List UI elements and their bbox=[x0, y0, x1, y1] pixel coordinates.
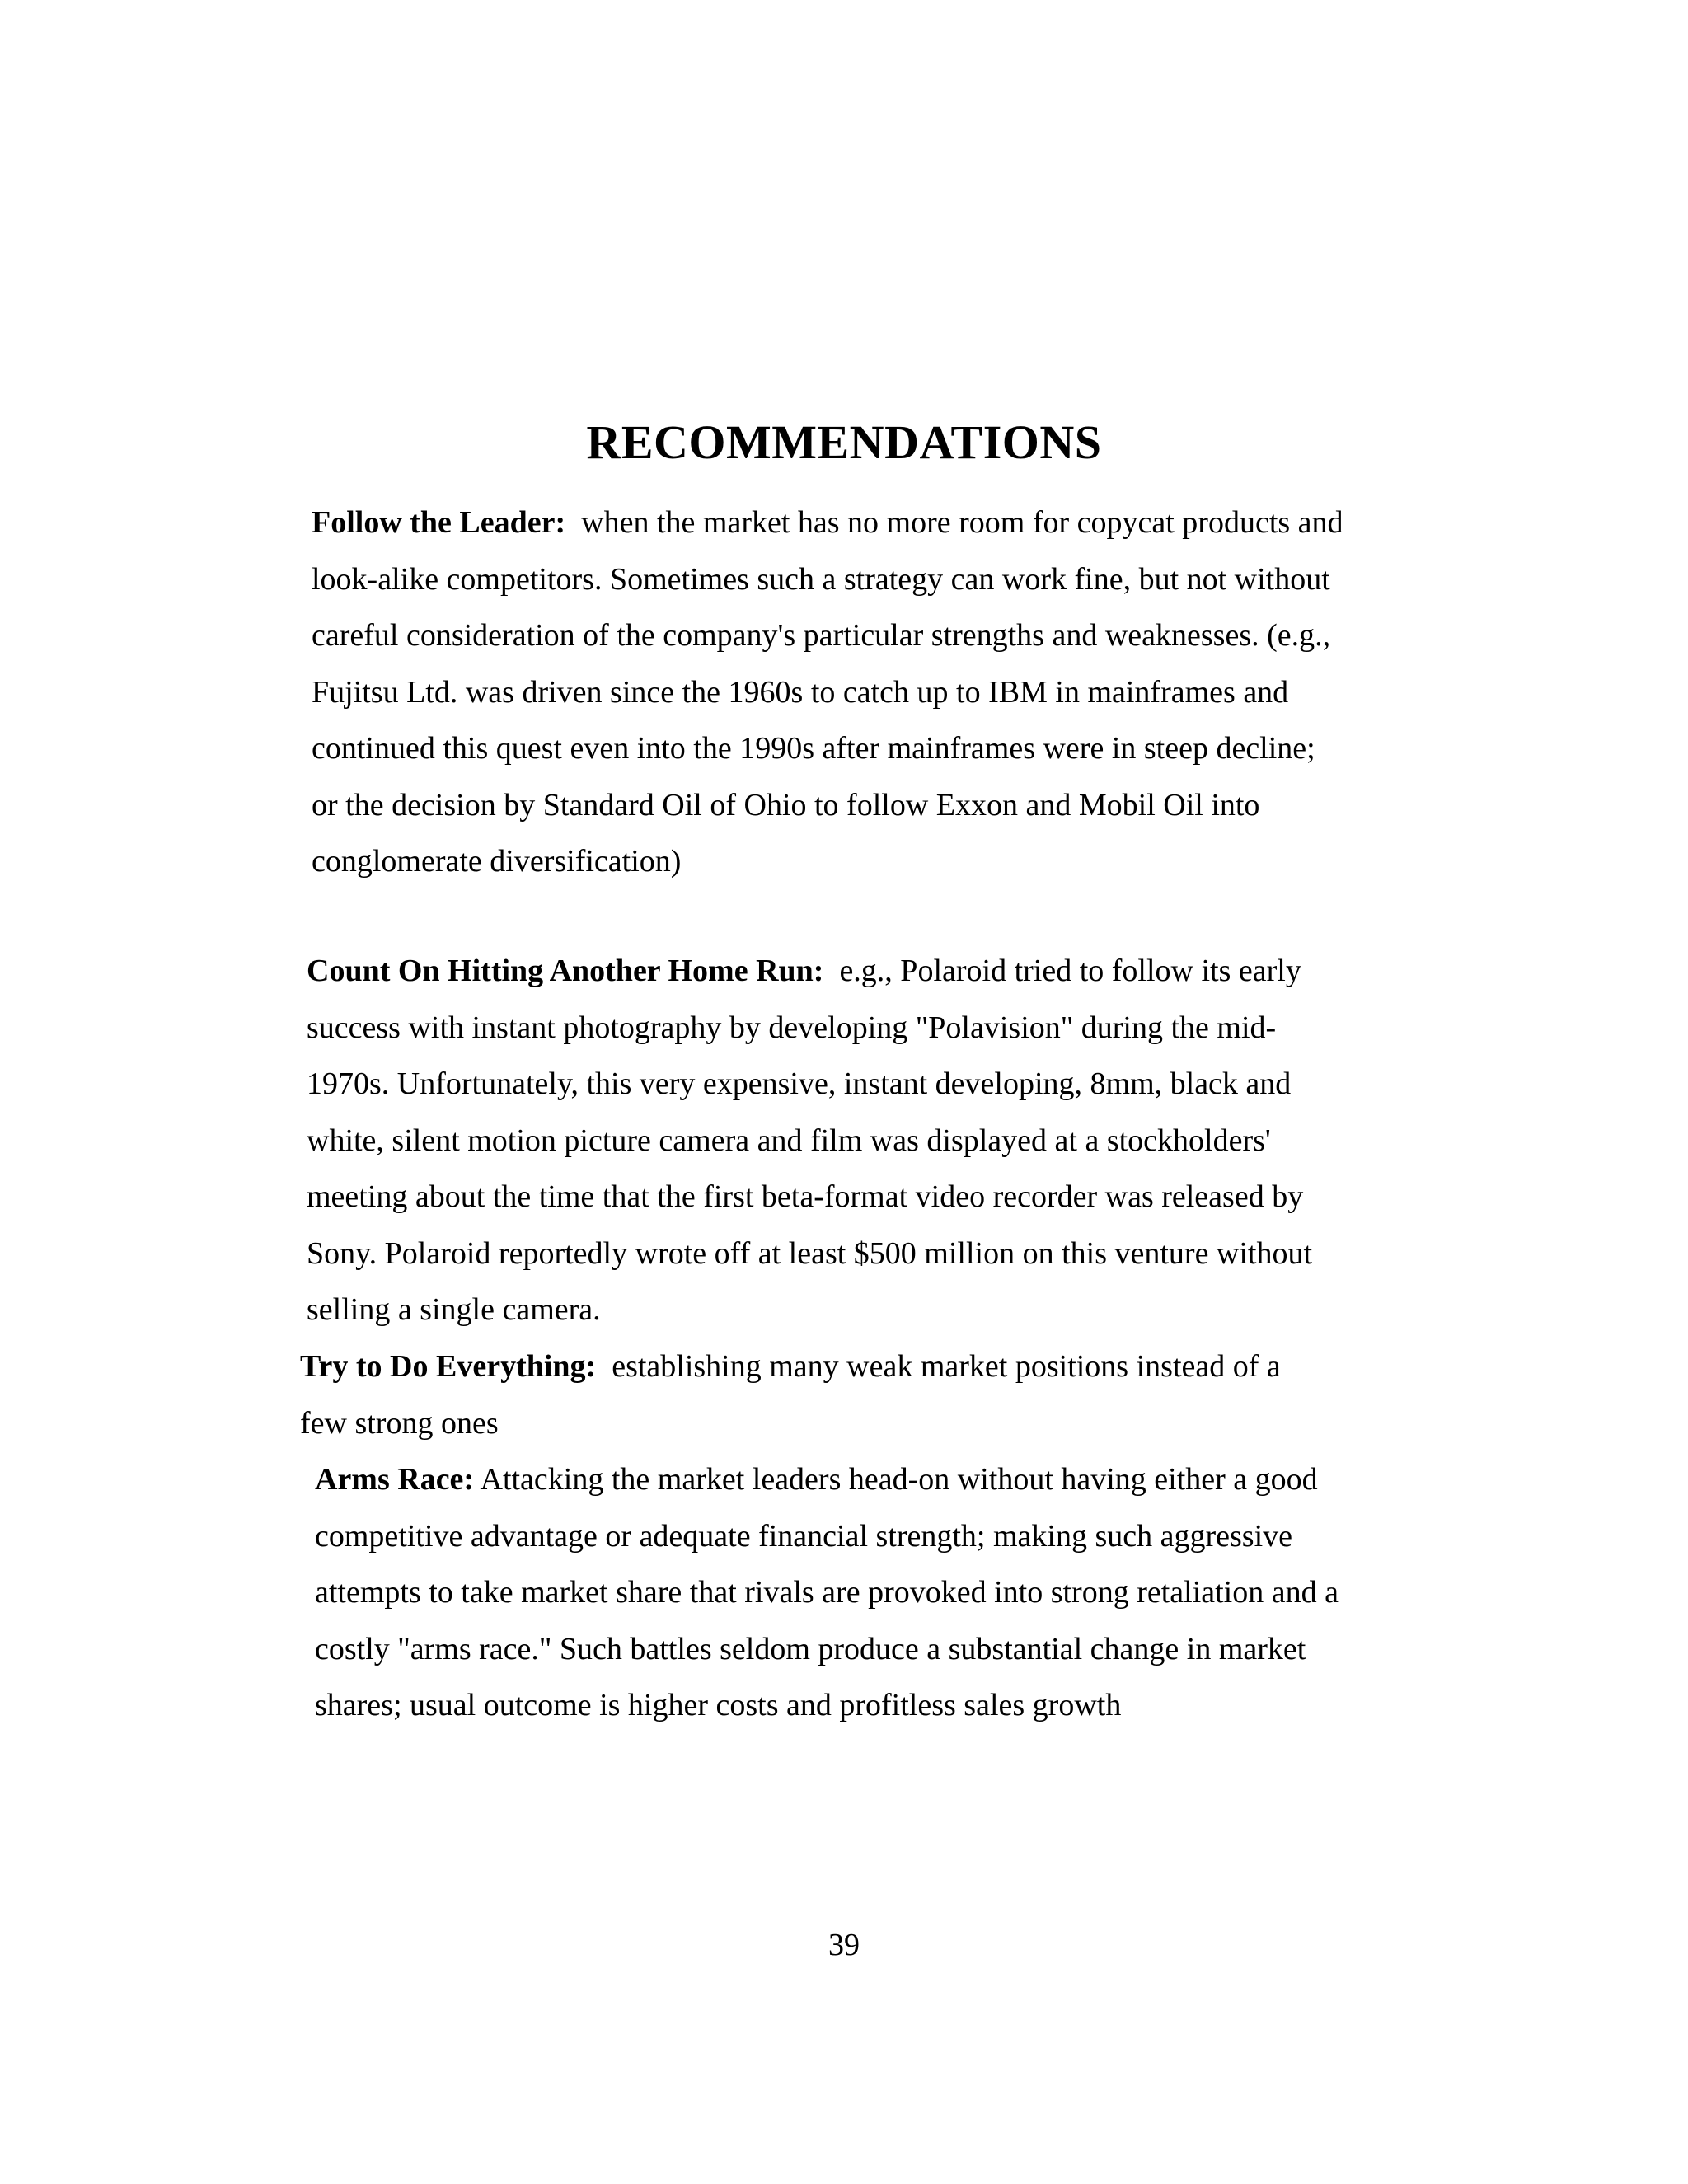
text-line: Fujitsu Ltd. was driven since the 1960s to catch up to IBM in mainframes and bbox=[312, 674, 1289, 710]
section-text: when the market has no more room for copycat products and bbox=[565, 505, 1343, 540]
section-term: Count On Hitting Another Home Run: bbox=[307, 954, 824, 988]
section-count-on-hitting-another-home-run bbox=[307, 943, 1312, 1338]
text-line: careful consideration of the company's particular strengths and weaknesses. (e.g., bbox=[312, 618, 1331, 653]
text-line: attempts to take market share that rivals are provoked into strong retaliation and a bbox=[315, 1575, 1339, 1610]
section-term: Arms Race: bbox=[315, 1462, 475, 1497]
text-line bbox=[315, 1451, 1339, 1508]
text-line: white, silent motion picture camera and film was displayed at a stockholders' bbox=[307, 1122, 1271, 1158]
section-text: establishing many weak market positions instead of a bbox=[596, 1349, 1281, 1384]
text-line: shares; usual outcome is higher costs and profitless sales growth bbox=[315, 1688, 1122, 1722]
text-line bbox=[312, 494, 1343, 551]
text-line: costly "arms race." Such battles seldom produce a substantial change in market bbox=[315, 1631, 1306, 1666]
text-line: conglomerate diversification) bbox=[312, 844, 682, 879]
text-line: or the decision by Standard Oil of Ohio to follow Exxon and Mobil Oil into bbox=[312, 787, 1260, 823]
section-try-to-do-everything bbox=[300, 1338, 1281, 1451]
text-line: few strong ones bbox=[300, 1405, 499, 1441]
text-line bbox=[307, 943, 1312, 1000]
text-line: competitive advantage or adequate financial strength; making such aggressive bbox=[315, 1518, 1293, 1554]
text-line: continued this quest even into the 1990s after mainframes were in steep decline; bbox=[312, 731, 1315, 766]
section-text: Attacking the market leaders head-on without having either a good bbox=[474, 1462, 1318, 1497]
section-arms-race bbox=[315, 1451, 1339, 1734]
text-line: 1970s. Unfortunately, this very expensive, instant developing, 8mm, black and bbox=[307, 1066, 1292, 1101]
section-term: Try to Do Everything: bbox=[300, 1349, 597, 1384]
page-title: RECOMMENDATIONS bbox=[586, 415, 1102, 469]
page-number: 39 bbox=[828, 1928, 860, 1962]
text-line bbox=[300, 1338, 1281, 1395]
section-follow-the-leader bbox=[312, 494, 1343, 890]
section-text: e.g., Polaroid tried to follow its early bbox=[823, 954, 1301, 988]
text-line: look-alike competitors. Sometimes such a strategy can work fine, but not without bbox=[312, 561, 1330, 597]
text-line: meeting about the time that the first beta-format video recorder was released by bbox=[307, 1179, 1304, 1214]
text-line: selling a single camera. bbox=[307, 1292, 601, 1327]
text-line: success with instant photography by developing "Polavision" during the mid- bbox=[307, 1010, 1277, 1045]
section-term: Follow the Leader: bbox=[312, 505, 566, 540]
text-line: Sony. Polaroid reportedly wrote off at least $500 million on this venture without bbox=[307, 1235, 1313, 1271]
